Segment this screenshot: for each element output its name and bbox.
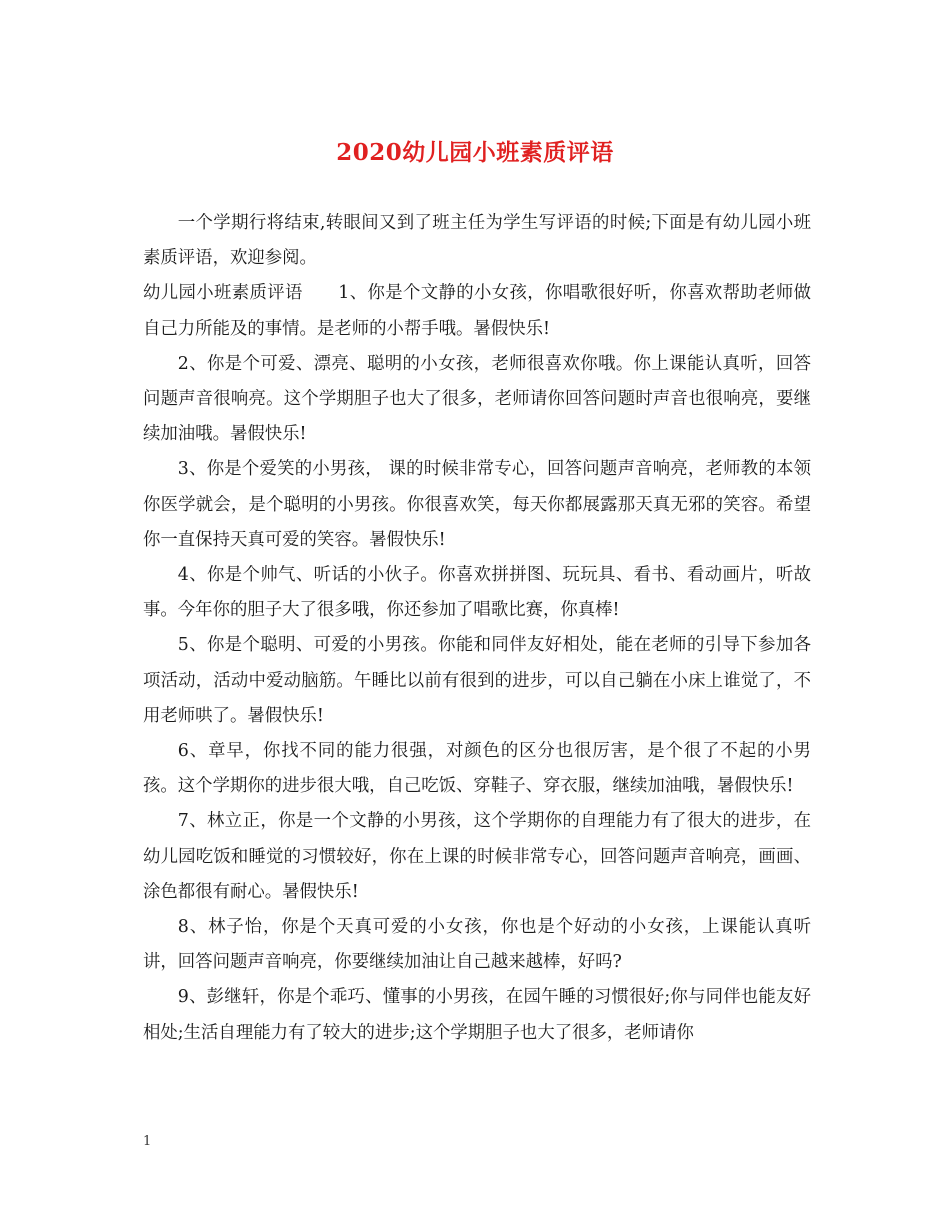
paragraph-intro: 一个学期行将结束,转眼间又到了班主任为学生写评语的时候;下面是有幼儿园小班素质评语，欢迎参阅。 (143, 213, 811, 269)
paragraph-comment-8: 8、林子怡，你是个天真可爱的小女孩，你也是个好动的小女孩，上课能认真听讲，回答问题声音响亮，你要继续加油让自己越来越棒，好吗? (143, 917, 811, 973)
paragraph-comment-3: 3、你是个爱笑的小男孩， 课的时候非常专心，回答问题声音响亮，老师教的本领你医学就会，是个聪明的小男孩。你很喜欢笑，每天你都展露那天真无邪的笑容。希望你一直保持天真可爱的笑容。暑假快乐! (143, 459, 811, 550)
paragraph-comment-6: 6、章早，你找不同的能力很强，对颜色的区分也很厉害，是个很了不起的小男孩。这个学期你的进步很大哦，自己吃饭、穿鞋子、穿衣服，继续加油哦，暑假快乐! (143, 741, 811, 797)
paragraph-comment-7: 7、林立正，你是一个文静的小男孩，这个学期你的自理能力有了很大的进步，在幼儿园吃饭和睡觉的习惯较好，你在上课的时候非常专心，回答问题声音响亮，画画、涂色都很有耐心。暑假快乐! (143, 811, 811, 902)
document-title: 2020幼儿园小班素质评语 (336, 139, 614, 166)
paragraph-comment-1: 幼儿园小班素质评语 1、你是个文静的小女孩，你唱歌很好听，你喜欢帮助老师做自己力所能及的事情。是老师的小帮手哦。暑假快乐! (143, 283, 811, 339)
page-number: 1 (143, 1134, 152, 1149)
paragraph-comment-2: 2、你是个可爱、漂亮、聪明的小女孩，老师很喜欢你哦。你上课能认真听，回答问题声音很响亮。这个学期胆子也大了很多，老师请你回答问题时声音也很响亮，要继续加油哦。暑假快乐! (143, 353, 811, 445)
paragraph-comment-9: 9、彭继轩，你是个乖巧、懂事的小男孩，在园午睡的习惯很好;你与同伴也能友好相处;生活自理能力有了较大的进步;这个学期胆子也大了很多，老师请你 (143, 987, 811, 1043)
paragraph-comment-4: 4、你是个帅气、听话的小伙子。你喜欢拼拼图、玩玩具、看书、看动画片，听故事。今年你的胆子大了很多哦，你还参加了唱歌比赛，你真棒! (143, 565, 811, 621)
document-body (143, 206, 811, 1051)
paragraph-comment-5: 5、你是个聪明、可爱的小男孩。你能和同伴友好相处，能在老师的引导下参加各项活动，活动中爱动脑筋。午睡比以前有很到的进步，可以自己躺在小床上谁觉了，不用老师哄了。暑假快乐! (143, 635, 811, 726)
